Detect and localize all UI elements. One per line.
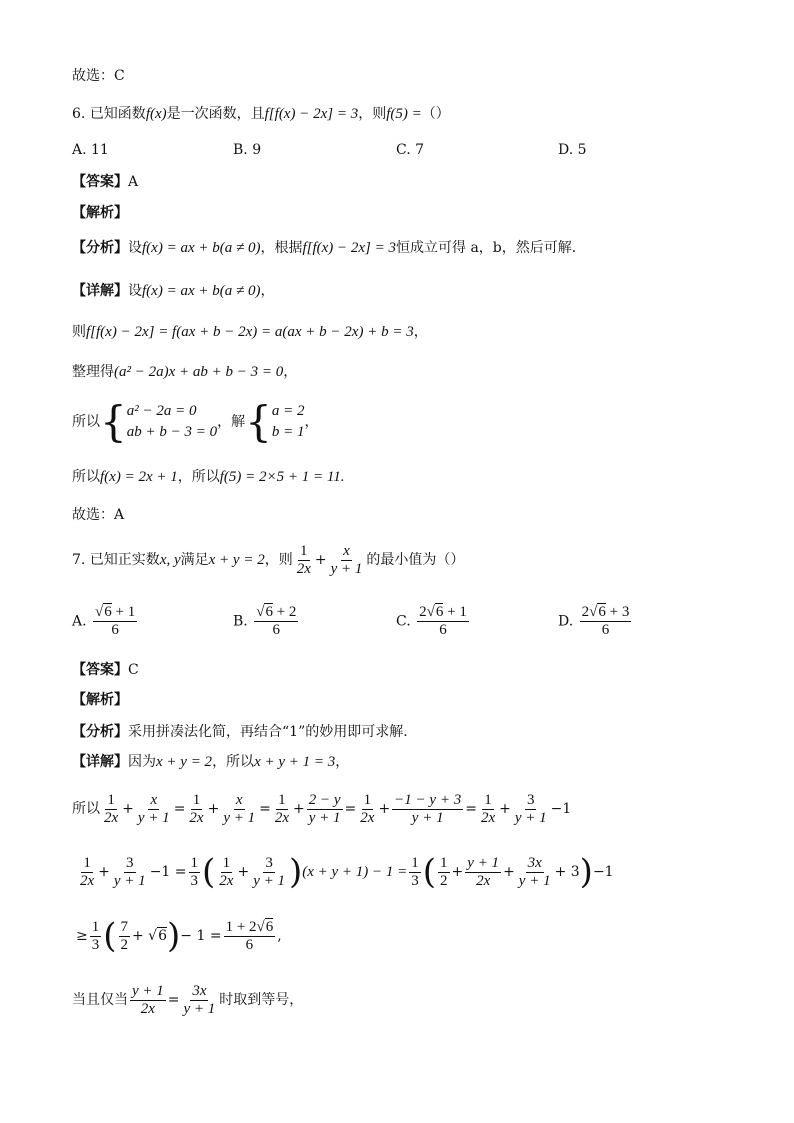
- q7-fenxi: 【分析】采用拼凑法化简，再结合“1”的妙用即可求解.: [72, 724, 408, 740]
- q6-option-c: C. 7: [396, 142, 425, 158]
- q6-xiangjie-3: 整理得(a² − 2a)x + ab + b − 3 = 0，: [72, 364, 298, 380]
- q7-equality-condition: 当且仅当 $\frac{y + 1}{2x}$ = $\frac{3x}{y + 1}$ 时取到等号，: [72, 982, 304, 1017]
- q7-option-c: C. $\frac{2√6 + 1}{6}$: [396, 604, 467, 638]
- q6-answer: 【答案】A: [72, 174, 139, 190]
- q7-xiangjie-1: 【详解】因为x + y = 2，所以x + y + 1 = 3，: [72, 754, 350, 770]
- q7-option-d: D. $\frac{2√6 + 3}{6}$: [558, 604, 630, 638]
- q6-xiangjie-1: 【详解】设f(x) = ax + b(a ≠ 0)，: [72, 283, 275, 299]
- q6-xiangjie-4: 所以{ a² − 2a = 0 ab + b − 3 = 0 ，解{ a = 2 b = 1 ，: [72, 397, 319, 446]
- q6-end: 故选：A: [72, 507, 125, 523]
- q7-stem: 7. 已知正实数x, y满足x + y = 2，则 $\frac{1}{2x}$ + $\frac{x}{y + 1}$ 的最小值为（）: [72, 542, 465, 577]
- q7-option-b: B. $\frac{√6 + 2}{6}$: [233, 604, 297, 638]
- q6-fenxi: 【分析】设f(x) = ax + b(a ≠ 0)，根据f[f(x) − 2x] = 3恒成立可得 a，b，然后可解.: [72, 240, 577, 256]
- prev-answer-line: 故选：C: [72, 68, 125, 84]
- q7-answer: 【答案】C: [72, 662, 139, 678]
- q7-eq-line-1: 所以 $\frac{1}{2x}$ + $\frac{x}{y + 1}$ = $\frac{1}{2x}$ + $\frac{x}{y + 1}$ = $\frac{1}{2x}$ + $\frac{2 - y}{y + 1}$ = $\frac{1}{2x}$ + $\frac{-1 - y + 3}{y + 1}$ = $\frac{1}{2x}$ + $\frac{3}{y + 1}$ −1: [72, 791, 572, 826]
- q7-eq-line-3: ≥ $\frac{1}{3}$ ( $\frac{7}{2}$ + √6)− 1 = $\frac{1 + 2√6}{6}$ ,: [76, 916, 282, 956]
- left-brace: {: [100, 397, 127, 446]
- q7-eq-line-2: $\frac{1}{2x}$ + $\frac{3}{y + 1}$ −1 = $\frac{1}{3}$ ( $\frac{1}{2x}$ + $\frac{3}{y + 1}$ )(x + y + 1) − 1 = $\frac{1}{3}$ ( $\frac{1}{2}$ + $\frac{y + 1}{2x}$ + $\frac{3x}{y + 1}$ + 3)−1: [80, 852, 614, 892]
- q6-xiangjie-5: 所以f(x) = 2x + 1，所以f(5) = 2×5 + 1 = 11.: [72, 469, 345, 485]
- q6-stem: 6. 已知函数f(x)是一次函数，且f[f(x) − 2x] = 3，则f(5) =（）: [72, 106, 450, 122]
- q7-analysis-label: 【解析】: [72, 692, 128, 708]
- q6-analysis-label: 【解析】: [72, 205, 128, 221]
- q6-option-b: B. 9: [233, 142, 262, 158]
- left-brace: {: [245, 397, 272, 446]
- q6-option-d: D. 5: [558, 142, 587, 158]
- q7-option-a: A. $\frac{√6 + 1}{6}$: [72, 604, 136, 638]
- q6-xiangjie-2: 则f[f(x) − 2x] = f(ax + b − 2x) = a(ax + b − 2x) + b = 3，: [72, 324, 428, 340]
- system-2: a = 2 b = 1: [271, 403, 305, 440]
- q6-option-a: A. 11: [72, 142, 109, 158]
- system-1: a² − 2a = 0 ab + b − 3 = 0: [126, 403, 218, 440]
